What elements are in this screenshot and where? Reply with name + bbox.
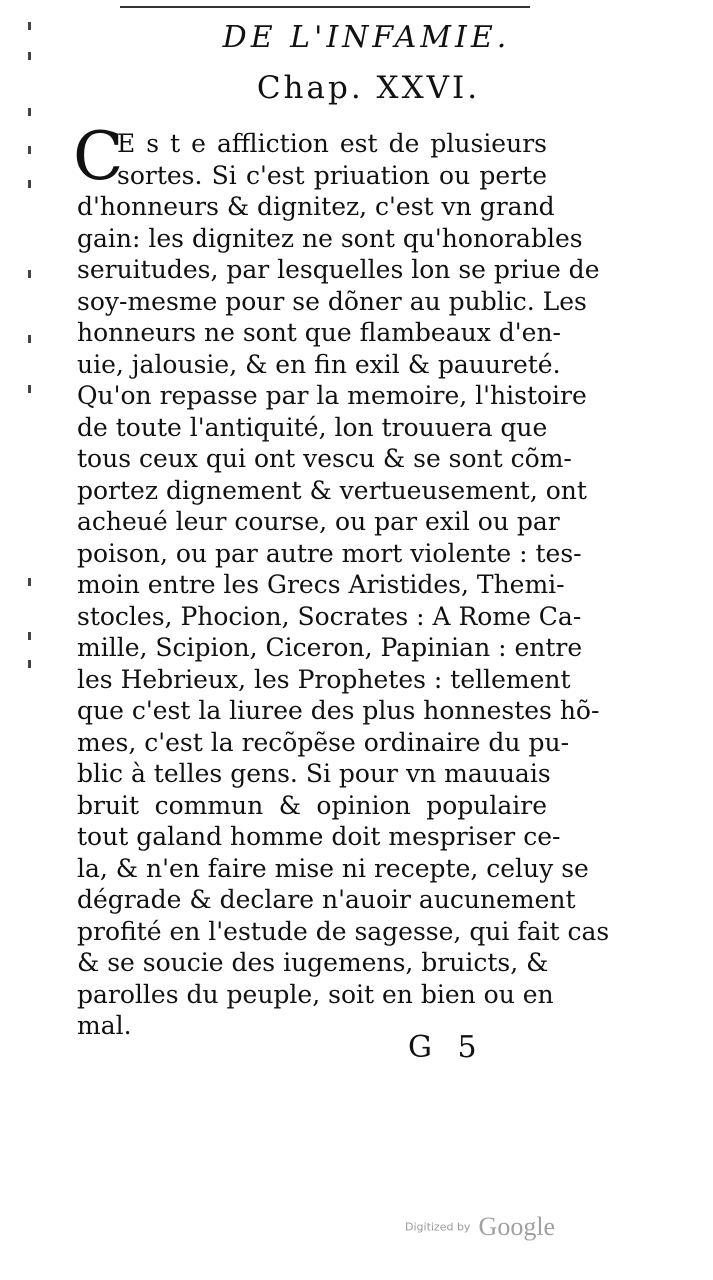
margin-mark	[28, 335, 31, 343]
google-logo: Google	[478, 1212, 556, 1241]
text-line: d'honneurs & dignitez, c'est vn grand	[77, 192, 555, 221]
text-line: mille, Scipion, Ciceron, Papinian : entre	[77, 633, 583, 662]
text-line: la, & n'en faire mise ni recepte, celuy se	[77, 853, 589, 883]
text-line: seruitudes, par lesquelles lon se priue de	[77, 255, 600, 284]
text-line: gain: les dignitez ne sont qu'honorables	[77, 223, 583, 253]
text-line: poison, ou par autre mort violente : tes-	[77, 538, 582, 568]
text-line: mes, c'est la recõpẽse ordinaire du pu-	[77, 727, 570, 757]
drop-cap: C	[73, 118, 124, 195]
margin-marks	[28, 0, 48, 1280]
margin-mark	[28, 180, 31, 188]
text-line: soy-mesme pour se dõner au public. Les	[77, 286, 587, 316]
running-head: DE L'INFAMIE.	[222, 20, 511, 55]
watermark-prefix: Digitized by	[405, 1220, 471, 1234]
text-line: tous ceux qui ont vescu & se sont cõm-	[77, 444, 572, 473]
text-line: honneurs ne sont que flambeaux d'en-	[77, 318, 561, 347]
text-line: E s t e affliction est de plusieurs	[117, 129, 547, 158]
text-line: profité en l'estude de sagesse, qui fait cas	[77, 916, 610, 946]
text-line: que c'est la liuree des plus honnestes hõ-	[77, 696, 600, 725]
text-line: de toute l'antiquité, lon trouuera que	[77, 412, 548, 442]
margin-mark	[28, 632, 31, 640]
digitized-watermark	[405, 1212, 555, 1242]
text-line: blic à telles gens. Si pour vn mauuais	[77, 759, 551, 788]
margin-mark	[28, 270, 31, 278]
margin-mark	[28, 146, 31, 154]
margin-mark	[28, 578, 31, 586]
text-line: bruit commun & opinion populaire	[77, 790, 547, 820]
text-line: sortes. Si c'est priuation ou perte	[117, 160, 547, 190]
top-rule	[120, 6, 530, 8]
text-line: mal.	[77, 1011, 132, 1040]
text-line: tout galand homme doit mespriser ce-	[77, 822, 561, 851]
text-line: Qu'on repasse par la memoire, l'histoire	[77, 381, 587, 410]
text-line: dégrade & declare n'auoir aucunement	[77, 885, 576, 914]
signature-mark: G 5	[408, 1030, 485, 1065]
text-line: & se soucie des iugemens, bruicts, &	[77, 948, 549, 977]
text-line: stocles, Phocion, Socrates : A Rome Ca-	[77, 601, 582, 631]
text-line: uie, jalousie, & en fin exil & pauureté.	[77, 349, 561, 379]
text-line: les Hebrieux, les Prophetes : tellement	[77, 664, 571, 694]
margin-mark	[28, 660, 31, 668]
margin-mark	[28, 108, 31, 116]
text-line: moin entre les Grecs Aristides, Themi-	[77, 570, 565, 599]
margin-mark	[28, 385, 31, 393]
chapter-heading: Chap. XXVI.	[256, 70, 481, 106]
text-line: parolles du peuple, soit en bien ou en	[77, 979, 554, 1009]
text-line: acheué leur course, ou par exil ou par	[77, 507, 560, 536]
body-text	[77, 128, 610, 1042]
text-line: portez dignement & vertueusement, ont	[77, 475, 587, 505]
